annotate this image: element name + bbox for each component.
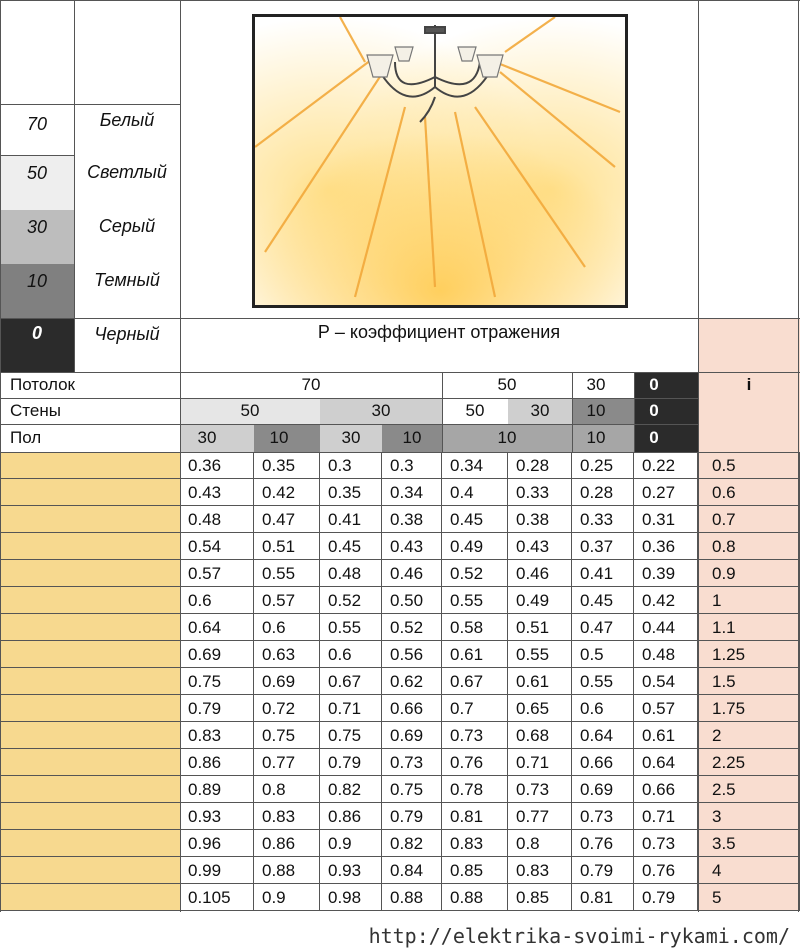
grid-col-180 xyxy=(180,0,181,912)
table-cell: 0.72 xyxy=(254,695,320,722)
table-cell: 0.85 xyxy=(508,884,572,911)
i-value-cell: 2.5 xyxy=(698,776,800,803)
table-cell: 0.5 xyxy=(572,641,634,668)
table-cell: 0.54 xyxy=(180,533,254,560)
table-cell: 0.51 xyxy=(508,614,572,641)
table-cell: 0.36 xyxy=(180,452,254,479)
row-label-cell xyxy=(0,803,180,830)
table-cell: 0.61 xyxy=(634,722,698,749)
row-label-cell xyxy=(0,668,180,695)
table-cell: 0.9 xyxy=(320,830,382,857)
grid-legend-318 xyxy=(0,318,800,319)
table-cell: 0.82 xyxy=(320,776,382,803)
row-label-cell xyxy=(0,695,180,722)
table-cell: 0.6 xyxy=(180,587,254,614)
grid-header-424 xyxy=(0,424,698,425)
walls-0: 0 xyxy=(649,401,659,420)
table-cell: 0.93 xyxy=(180,803,254,830)
chandelier-illustration xyxy=(252,14,628,308)
table-cell: 0.99 xyxy=(180,857,254,884)
grid-legend-104 xyxy=(0,104,180,105)
i-value-cell: 1.25 xyxy=(698,641,800,668)
table-cell: 0.45 xyxy=(442,506,508,533)
table-cell: 0.37 xyxy=(572,533,634,560)
table-cell: 0.34 xyxy=(442,452,508,479)
grid-outer-left xyxy=(0,0,1,912)
table-cell: 0.83 xyxy=(442,830,508,857)
table-cell: 0.9 xyxy=(254,884,320,911)
table-cell: 0.73 xyxy=(572,803,634,830)
floor-10-c: 10 xyxy=(497,428,517,447)
row-label-cell xyxy=(0,776,180,803)
table-cell: 0.57 xyxy=(180,560,254,587)
i-value-cell: 0.8 xyxy=(698,533,800,560)
floor-30-b: 30 xyxy=(341,428,361,447)
i-header: i xyxy=(746,375,752,394)
row-label-cell xyxy=(0,479,180,506)
walls-10: 10 xyxy=(586,401,606,420)
row-label-cell xyxy=(0,506,180,533)
table-cell: 0.64 xyxy=(634,749,698,776)
table-cell: 0.55 xyxy=(320,614,382,641)
legend-value-dark: 10 xyxy=(26,270,48,291)
table-cell: 0.43 xyxy=(382,533,442,560)
table-cell: 0.3 xyxy=(320,452,382,479)
legend-value-black: 0 xyxy=(31,322,42,343)
table-cell: 0.66 xyxy=(634,776,698,803)
table-cell: 0.55 xyxy=(254,560,320,587)
floor-10-b: 10 xyxy=(402,428,422,447)
table-cell: 0.52 xyxy=(442,560,508,587)
grid-ceiling-split-442 xyxy=(442,372,443,452)
table-cell: 0.85 xyxy=(442,857,508,884)
table-cell: 0.69 xyxy=(180,641,254,668)
table-cell: 0.79 xyxy=(382,803,442,830)
table-cell: 0.79 xyxy=(572,857,634,884)
row-label-cell xyxy=(0,722,180,749)
table-cell: 0.33 xyxy=(508,479,572,506)
walls-30: 30 xyxy=(371,401,391,420)
table-cell: 0.49 xyxy=(508,587,572,614)
i-value-cell: 1 xyxy=(698,587,800,614)
table-cell: 0.7 xyxy=(442,695,508,722)
legend-value-grey: 30 xyxy=(26,216,48,237)
floor-10: 10 xyxy=(269,428,289,447)
table-cell: 0.75 xyxy=(320,722,382,749)
table-cell: 0.25 xyxy=(572,452,634,479)
i-value-cell: 0.5 xyxy=(698,452,800,479)
ceiling-0: 0 xyxy=(649,375,659,394)
table-cell: 0.50 xyxy=(382,587,442,614)
table-cell: 0.78 xyxy=(442,776,508,803)
table-cell: 0.75 xyxy=(180,668,254,695)
table-cell: 0.6 xyxy=(254,614,320,641)
table-cell: 0.43 xyxy=(508,533,572,560)
table-cell: 0.41 xyxy=(572,560,634,587)
table-cell: 0.3 xyxy=(382,452,442,479)
walls-30-b: 30 xyxy=(530,401,550,420)
table-cell: 0.55 xyxy=(508,641,572,668)
table-cell: 0.58 xyxy=(442,614,508,641)
i-value-cell: 0.7 xyxy=(698,506,800,533)
table-cell: 0.47 xyxy=(572,614,634,641)
legend-name-light: Светлый xyxy=(87,162,167,182)
table-cell: 0.42 xyxy=(634,587,698,614)
grid-col-698 xyxy=(698,0,699,912)
row-label-cell xyxy=(0,587,180,614)
table-cell: 0.38 xyxy=(382,506,442,533)
table-cell: 0.66 xyxy=(382,695,442,722)
table-cell: 0.76 xyxy=(634,857,698,884)
legend-name-black: Черный xyxy=(94,324,160,344)
table-cell: 0.75 xyxy=(382,776,442,803)
table-cell: 0.46 xyxy=(382,560,442,587)
table-cell: 0.69 xyxy=(254,668,320,695)
table-cell: 0.73 xyxy=(442,722,508,749)
i-value-cell: 2 xyxy=(698,722,800,749)
table-cell: 0.6 xyxy=(320,641,382,668)
table-cell: 0.71 xyxy=(320,695,382,722)
table-cell: 0.42 xyxy=(254,479,320,506)
i-value-cell: 5 xyxy=(698,884,800,911)
table-cell: 0.79 xyxy=(634,884,698,911)
table-cell: 0.64 xyxy=(180,614,254,641)
table-cell: 0.66 xyxy=(572,749,634,776)
table-cell: 0.83 xyxy=(180,722,254,749)
table-cell: 0.28 xyxy=(572,479,634,506)
floor-0: 0 xyxy=(649,428,659,447)
i-value-cell: 1.75 xyxy=(698,695,800,722)
table-cell: 0.43 xyxy=(180,479,254,506)
table-cell: 0.93 xyxy=(320,857,382,884)
table-cell: 0.76 xyxy=(572,830,634,857)
table-cell: 0.88 xyxy=(442,884,508,911)
ceiling-label: Потолок xyxy=(10,375,75,394)
chart-caption: Р – коэффициент отражения xyxy=(317,321,561,342)
legend-name-dark: Темный xyxy=(94,270,160,290)
table-cell: 0.36 xyxy=(634,533,698,560)
table-cell: 0.96 xyxy=(180,830,254,857)
table-cell: 0.47 xyxy=(254,506,320,533)
table-cell: 0.4 xyxy=(442,479,508,506)
table-cell: 0.48 xyxy=(180,506,254,533)
table-cell: 0.76 xyxy=(442,749,508,776)
grid-header-372 xyxy=(0,372,800,373)
row-label-cell xyxy=(0,452,180,479)
table-cell: 0.69 xyxy=(382,722,442,749)
table-cell: 0.81 xyxy=(572,884,634,911)
floor-10-d: 10 xyxy=(586,428,606,447)
table-cell: 0.105 xyxy=(180,884,254,911)
table-cell: 0.22 xyxy=(634,452,698,479)
row-label-cell xyxy=(0,857,180,884)
grid-ceiling-split-634 xyxy=(634,372,635,452)
table-cell: 0.86 xyxy=(320,803,382,830)
grid-legend-divider xyxy=(74,0,75,372)
grid-outer-right xyxy=(798,0,799,912)
table-cell: 0.46 xyxy=(508,560,572,587)
legend-name-grey: Серый xyxy=(98,216,156,236)
table-cell: 0.39 xyxy=(634,560,698,587)
table-cell: 0.79 xyxy=(180,695,254,722)
table-cell: 0.69 xyxy=(572,776,634,803)
table-cell: 0.44 xyxy=(634,614,698,641)
coefficient-table xyxy=(0,452,800,912)
i-value-cell: 4 xyxy=(698,857,800,884)
table-cell: 0.67 xyxy=(320,668,382,695)
row-label-cell xyxy=(0,749,180,776)
table-cell: 0.75 xyxy=(254,722,320,749)
row-label-cell xyxy=(0,614,180,641)
table-cell: 0.61 xyxy=(508,668,572,695)
floor-30: 30 xyxy=(197,428,217,447)
legend-value-white: 70 xyxy=(26,113,48,134)
table-cell: 0.6 xyxy=(572,695,634,722)
table-cell: 0.35 xyxy=(254,452,320,479)
i-value-cell: 2.25 xyxy=(698,749,800,776)
table-cell: 0.28 xyxy=(508,452,572,479)
walls-50: 50 xyxy=(240,401,260,420)
i-value-cell: 3 xyxy=(698,803,800,830)
table-cell: 0.35 xyxy=(320,479,382,506)
table-cell: 0.8 xyxy=(508,830,572,857)
table-cell: 0.88 xyxy=(254,857,320,884)
grid-ceiling-split-572 xyxy=(572,372,573,452)
table-cell: 0.55 xyxy=(442,587,508,614)
table-cell: 0.52 xyxy=(320,587,382,614)
table-cell: 0.83 xyxy=(508,857,572,884)
row-label-cell xyxy=(0,533,180,560)
table-cell: 0.79 xyxy=(320,749,382,776)
table-cell: 0.77 xyxy=(254,749,320,776)
table-cell: 0.62 xyxy=(382,668,442,695)
table-cell: 0.45 xyxy=(572,587,634,614)
table-cell: 0.83 xyxy=(254,803,320,830)
table-cell: 0.38 xyxy=(508,506,572,533)
legend-value-light: 50 xyxy=(26,162,48,183)
table-cell: 0.86 xyxy=(180,749,254,776)
grid-header-452 xyxy=(0,452,800,453)
table-cell: 0.77 xyxy=(508,803,572,830)
table-cell: 0.49 xyxy=(442,533,508,560)
table-cell: 0.63 xyxy=(254,641,320,668)
ceiling-30: 30 xyxy=(586,375,606,394)
row-label-cell xyxy=(0,884,180,911)
i-value-cell: 1.5 xyxy=(698,668,800,695)
walls-50-b: 50 xyxy=(465,401,485,420)
table-cell: 0.67 xyxy=(442,668,508,695)
i-value-cell: 0.6 xyxy=(698,479,800,506)
legend-panel xyxy=(0,0,180,372)
table-cell: 0.34 xyxy=(382,479,442,506)
table-cell: 0.82 xyxy=(382,830,442,857)
table-cell: 0.61 xyxy=(442,641,508,668)
ceiling-50: 50 xyxy=(497,375,517,394)
table-cell: 0.86 xyxy=(254,830,320,857)
table-cell: 0.8 xyxy=(254,776,320,803)
table-cell: 0.73 xyxy=(382,749,442,776)
table-cell: 0.55 xyxy=(572,668,634,695)
table-cell: 0.81 xyxy=(442,803,508,830)
footer-url[interactable]: http://elektrika-svoimi-rykami.com/ xyxy=(368,924,790,948)
table-cell: 0.73 xyxy=(634,830,698,857)
table-cell: 0.64 xyxy=(572,722,634,749)
floor-label: Пол xyxy=(10,428,42,447)
walls-label: Стены xyxy=(10,401,61,420)
row-label-cell xyxy=(0,641,180,668)
table-cell: 0.71 xyxy=(634,803,698,830)
grid-outer-top xyxy=(0,0,800,1)
row-label-cell xyxy=(0,560,180,587)
table-cell: 0.98 xyxy=(320,884,382,911)
table-cell: 0.27 xyxy=(634,479,698,506)
table-cell: 0.88 xyxy=(382,884,442,911)
table-cell: 0.71 xyxy=(508,749,572,776)
ceiling-70: 70 xyxy=(301,375,321,394)
table-cell: 0.51 xyxy=(254,533,320,560)
legend-name-white: Белый xyxy=(99,110,155,130)
table-cell: 0.52 xyxy=(382,614,442,641)
table-cell: 0.57 xyxy=(254,587,320,614)
table-cell: 0.45 xyxy=(320,533,382,560)
table-cell: 0.54 xyxy=(634,668,698,695)
table-cell: 0.56 xyxy=(382,641,442,668)
table-cell: 0.68 xyxy=(508,722,572,749)
table-cell: 0.89 xyxy=(180,776,254,803)
table-cell: 0.48 xyxy=(320,560,382,587)
table-cell: 0.57 xyxy=(634,695,698,722)
table-cell: 0.65 xyxy=(508,695,572,722)
table-cell: 0.84 xyxy=(382,857,442,884)
table-cell: 0.48 xyxy=(634,641,698,668)
table-cell: 0.31 xyxy=(634,506,698,533)
i-value-cell: 0.9 xyxy=(698,560,800,587)
grid-header-398 xyxy=(0,398,698,399)
i-value-cell: 1.1 xyxy=(698,614,800,641)
table-cell: 0.33 xyxy=(572,506,634,533)
table-cell: 0.73 xyxy=(508,776,572,803)
i-value-cell: 3.5 xyxy=(698,830,800,857)
row-label-cell xyxy=(0,830,180,857)
table-cell: 0.41 xyxy=(320,506,382,533)
